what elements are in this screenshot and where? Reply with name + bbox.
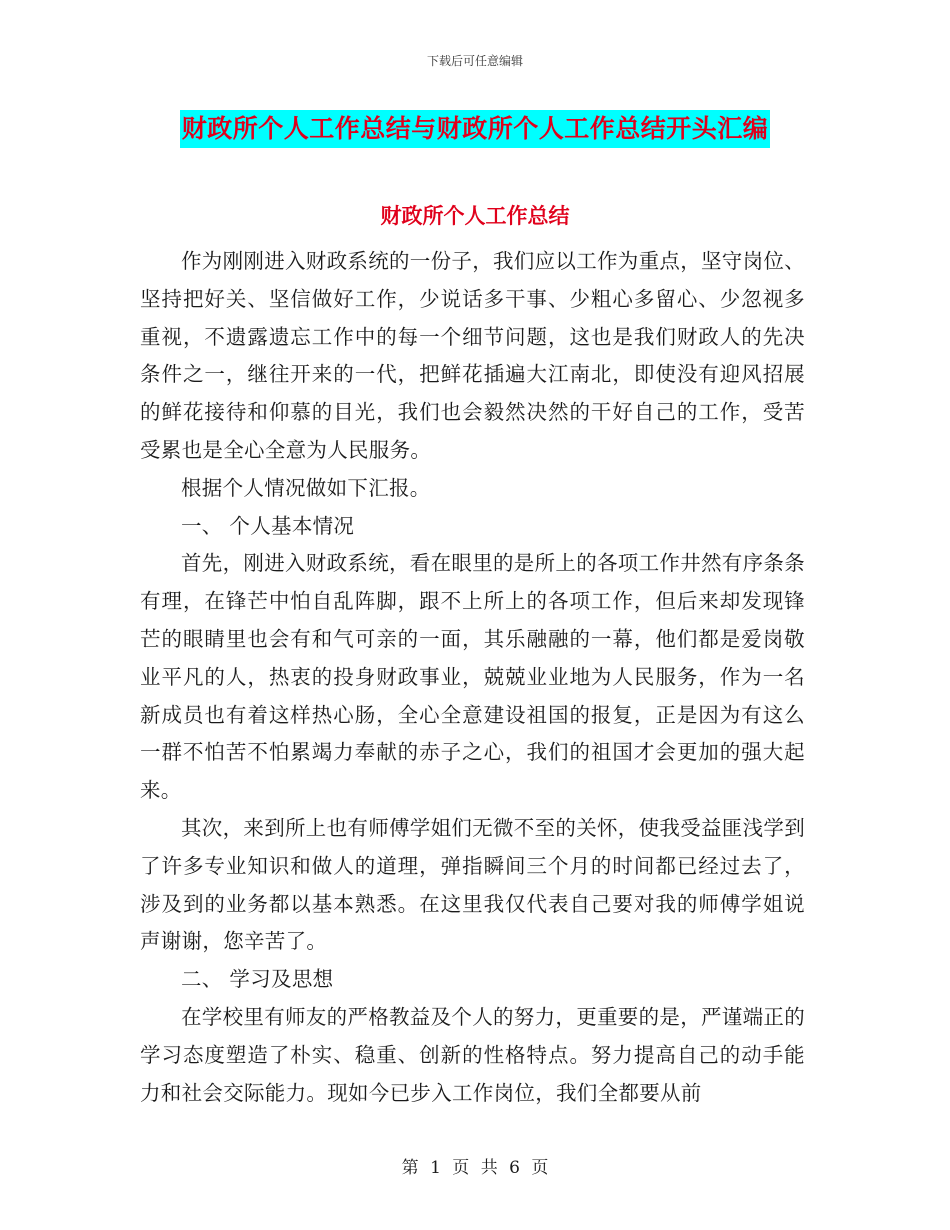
section-title: 财政所个人工作总结: [380, 203, 570, 228]
paragraph-intro: 作为刚刚进入财政系统的一份子，我们应以工作为重点，坚守岗位、坚持把好关、坚信做好工作，少说话多干事、少粗心多留心、少忽视多重视，不遗露遗忘工作中的每一个细节问题，这也是我们财政人的先决条件之一，继往开来的一代，把鲜花插遍大江南北，即使没有迎风招展的鲜花接待和仰慕的目光，我们也会毅然决然的干好自己的工作，受苦受累也是全心全意为人民服务。: [140, 249, 805, 462]
page-number: 第 1 页 共 6 页: [401, 1158, 549, 1178]
paragraph-second: 其次，来到所上也有师傅学姐们无微不至的关怀，使我受益匪浅学到了许多专业知识和做人的道理，弹指瞬间三个月的时间都已经过去了，涉及到的业务都以基本熟悉。在这里我仅代表自己要对我的师傅学姐说声谢谢，您辛苦了。: [140, 815, 805, 954]
paragraph-report-intro: 根据个人情况做如下汇报。: [181, 475, 431, 500]
paragraph-first: 首先，刚进入财政系统，看在眼里的是所上的各项工作井然有序条条有理，在锋芒中怕自乱阵脚，跟不上所上的各项工作，但后来却发现锋芒的眼睛里也会有和气可亲的一面，其乐融融的一幕，他们都是爱岗敬业平凡的人，热衷的投身财政事业，兢兢业业地为人民服务，作为一名新成员也有着这样热心肠，全心全意建设祖国的报复，正是因为有这么一群不怕苦不怕累竭力奉献的赤子之心，我们的祖国才会更加的强大起来。: [140, 551, 805, 803]
document-body: [140, 243, 805, 1112]
main-title-container: [0, 110, 950, 148]
section-heading-study: 二、 学习及思想: [181, 967, 334, 992]
paragraph-study: 在学校里有师友的严格教益及个人的努力，更重要的是，严谨端正的学习态度塑造了朴实、稳重、创新的性格特点。努力提高自己的动手能力和社会交际能力。现如今已步入工作岗位，我们全都要从前: [140, 1004, 805, 1105]
document-title: 财政所个人工作总结与财政所个人工作总结开头汇编: [180, 110, 771, 148]
page-header-note: 下载后可任意编辑: [426, 54, 523, 68]
section-heading-basic-info: 一、 个人基本情况: [181, 513, 355, 538]
